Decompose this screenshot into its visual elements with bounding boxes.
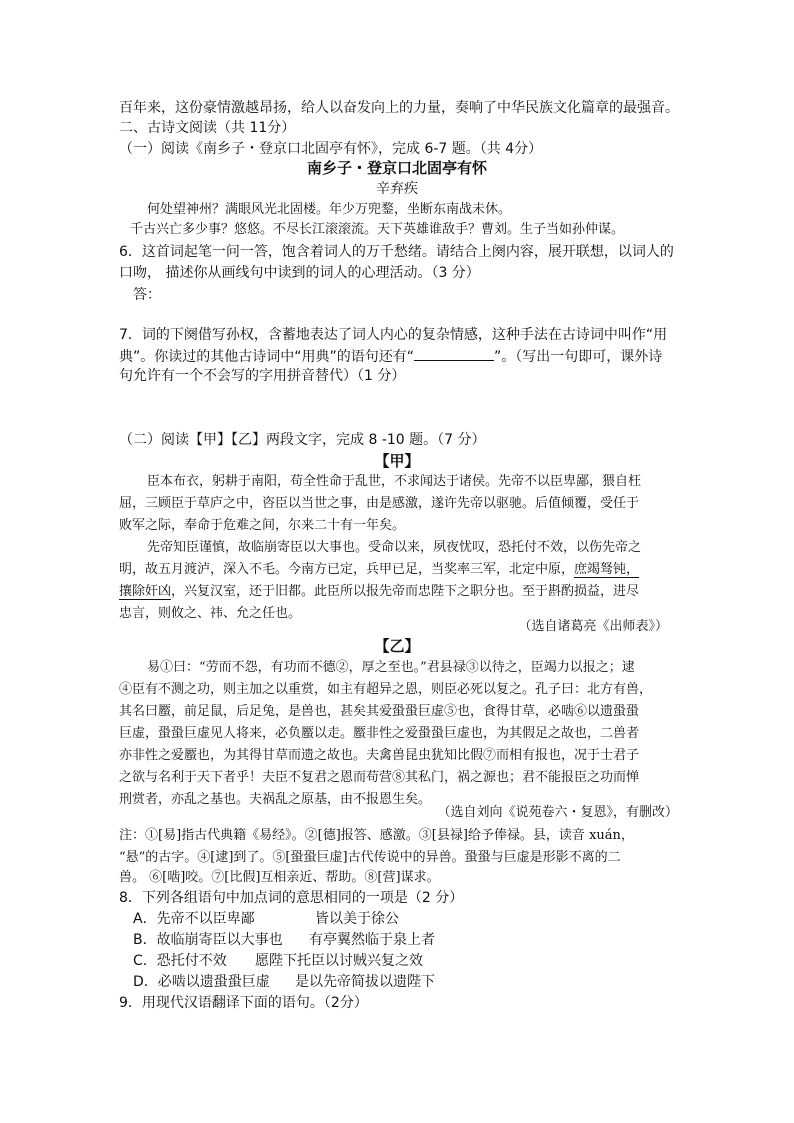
yi-line-7: 刑赏者，亦乱之基也。夫祸乱之原基，由不报恩生矣。 (119, 792, 432, 807)
jia-p1-line-3: 败军之际，奉命于危难之间，尔来二十有一年矣。 (119, 518, 406, 533)
jia-p1-line-1: 臣本布衣，躬耕于南阳，苟全性命于乱世，不求闻达于诸侯。先帝不以臣卑鄙，猥自枉 (147, 474, 642, 489)
jia-label: 【甲】 (374, 452, 420, 470)
q7-line-3: 句允许有一个不会写的字用拼音替代）（1 分） (119, 368, 406, 384)
part1-heading: （一）阅读《南乡子・登京口北固亭有怀》，完成 6-7 题。（共 4分） (119, 141, 543, 157)
q7-line-2 (119, 346, 662, 367)
yi-line-2: ④臣有不测之功，则主加之以重赏，如主有超异之恩，则臣必死以复之。孔子曰：北方有兽， (119, 682, 653, 697)
q8-option-a-left: A．先帝不以臣卑鄙 (133, 911, 255, 927)
yi-source: （选自刘向《说苑卷六・复恩》，有删改） (437, 805, 678, 820)
q6-line-1: 6．这首词起笔一问一答，饱含着词人的万千愁绪。请结合上阕内容，展开联想，以词人的 (119, 244, 674, 260)
q6-answer-label: 答： (133, 287, 161, 303)
intro-line: 百年来，这份豪情激越昂扬，给人以奋发向上的力量，奏响了中华民族文化篇章的最强音。 (119, 100, 679, 116)
q7-line-2-start: 典”。你读过的其他古诗词中“用典”的语句还有“ (119, 349, 415, 365)
yi-label: 【乙】 (374, 637, 420, 655)
poem-author: 辛弃疾 (376, 181, 418, 197)
q7-answer-blank[interactable] (414, 346, 494, 361)
q7-line-2-end: ”。（写出一句即可，课外诗 (494, 349, 663, 365)
yi-line-5: 亦非性之爱蟨也，为其得甘草而遗之故也。夫禽兽昆虫犹知比假⑦而相有报也，况于士君子 (119, 748, 640, 763)
section-heading: 二、古诗文阅读（共 11分） (119, 120, 296, 136)
q8-option-d-left: D．必啮以遗蛩蛩巨虚 (133, 974, 270, 990)
part2-heading: （二）阅读【甲】【乙】两段文字，完成 8 -10 题。（7 分） (119, 432, 486, 448)
poem-line-1: 何处望神州？满眼风光北固楼。年少万兜鍪，坐断东南战未休。 (147, 202, 512, 217)
notes-line-2: “悬”的古字。④[逮]到了。⑤[蛩蛩巨虚]古代传说中的异兽。蛩蛩与巨虚是形影不离的二 (119, 850, 621, 865)
q8-option-d-right: 是以先帝简拔以遗陛下 (295, 974, 435, 990)
q8-option-a-right: 皆以美于徐公 (315, 911, 399, 927)
yi-line-4: 巨虚，蛩蛩巨虚见人将来，必负蟨以走。蟨非性之爱蛩蛩巨虚也，为其假足之故也，二兽者 (119, 726, 640, 741)
underlined-phrase: 庶竭驽钝， (574, 562, 640, 577)
notes-line-3: 兽。 ⑥[啮]咬。⑦[比假]互相亲近、帮助。⑧[营]谋求。 (119, 870, 440, 885)
q8-option-b-left: B．故临崩寄臣以大事也 (133, 932, 283, 948)
yi-line-6: 之欲与名利于天下者乎！夫臣不复君之恩而苟营⑧其私门，祸之源也；君不能报臣之功而惮 (119, 770, 640, 785)
yi-line-1: 易①曰：“劳而不怨，有功而不德②，厚之至也。”君县禄③以待之，臣竭力以报之；逮 (147, 660, 635, 675)
jia-source: （选自诸葛亮《出师表》） (518, 619, 668, 634)
q6-line-2: 口吻， 描述你从画线句中读到的词人的心理活动。（3 分） (119, 265, 480, 281)
jia-p1-line-2: 屈，三顾臣于草庐之中，咨臣以当世之事，由是感激，遂许先帝以驱驰。后值倾覆，受任于 (119, 496, 640, 511)
jia-p2-line-3-text: ，兴复汉室，还于旧都。此臣所以报先帝而忠陛下之职分也。至于斟酌损益，进尽 (171, 584, 640, 599)
q8-option-c-left: C．恐托付不效 (133, 953, 227, 969)
yi-line-3: 其名曰蟨，前足鼠，后足兔，是兽也，甚矣其爱蛩蛩巨虚⑤也，食得甘草，必啮⑥以遗蛩蛩 (119, 704, 640, 719)
q9-stem: 9．用现代汉语翻译下面的语句。（2分） (119, 995, 368, 1011)
q7-line-1: 7．词的下阕借写孙权，含蓄地表达了词人内心的复杂情感，这种手法在古诗词中叫作“用 (119, 327, 668, 343)
poem-line-2: 千古兴亡多少事？悠悠。不尽长江滚滚流。天下英雄谁敌手？曹刘。生子当如孙仲谋。 (130, 222, 625, 237)
jia-p2-line-2-text: 明，故五月渡泸，深入不毛。今南方已定，兵甲已足，当奖率三军，北定中原， (119, 562, 575, 577)
q8-stem: 8．下列各组语句中加点词的意思相同的一项是（2 分） (119, 890, 464, 906)
q8-option-b-right: 有亭翼然临于泉上者 (309, 932, 435, 948)
poem-title: 南乡子・登京口北固亭有怀 (306, 159, 487, 177)
q8-option-c-right: 愿陛下托臣以讨贼兴复之效 (255, 953, 423, 969)
jia-p2-line-1: 先帝知臣谨慎，故临崩寄臣以大事也。受命以来，夙夜忧叹，恐托付不效，以伤先帝之 (147, 540, 642, 555)
jia-p2-line-4: 忠言，则攸之、祎、允之任也。 (119, 606, 302, 621)
notes-line-1: 注：①[易]指古代典籍《易经》。②[德]报答、感激。③[县禄]给予俸禄。县，读音 xuán， (119, 828, 634, 843)
underlined-phrase-cont: 攘除奸凶 (119, 584, 172, 599)
jia-p2-line-2 (119, 560, 639, 580)
jia-p2-line-3 (119, 582, 639, 602)
